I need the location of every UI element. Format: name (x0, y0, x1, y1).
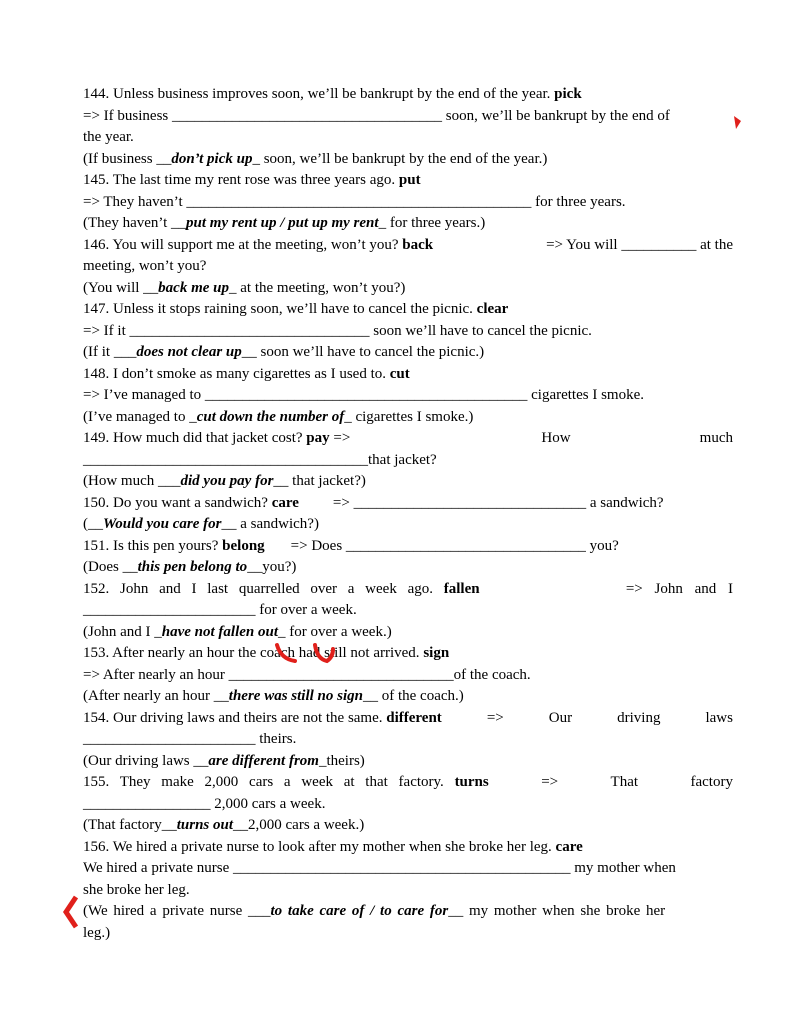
question-150 (83, 493, 733, 515)
question-text: 145. The last time my rent rose was three years ago. (83, 172, 396, 188)
answer-150: (__Would you care for__ a sandwich?) (83, 516, 319, 532)
rewrite-147: => If it ________________________________ soon we’ll have to cancel the picnic. (83, 322, 592, 339)
rewrite-156: We hired a private nurse _____________________________________________ my mother when (83, 860, 676, 876)
answer-text: cut down the number of (196, 408, 345, 425)
red-squiggle-mark (265, 641, 345, 665)
question-149: 149. How much did that jacket cost? pay => How much (83, 430, 733, 446)
rewrite-145: => They haven’t ______________________________________________ for three years. (83, 193, 626, 210)
keyword: care (271, 494, 299, 511)
keyword: cut (389, 365, 410, 382)
red-chevron-mark (62, 894, 82, 930)
answer-154: (Our driving laws __are different from_theirs) (83, 752, 365, 769)
answer-151: (Does __this pen belong to__you?) (83, 559, 297, 575)
question-154: 154. Our driving laws and theirs are not the same. different => Our driving laws (83, 709, 733, 726)
rewrite-156-cont: she broke her leg. (83, 881, 190, 898)
rewrite-144-cont: the year. (83, 129, 134, 145)
rewrite-154-cont: _______________________ theirs. (83, 731, 297, 747)
answer-156-cont: leg.) (83, 924, 111, 941)
keyword: clear (476, 301, 509, 317)
keyword: back (402, 236, 434, 253)
rewrite-144: => If business ____________________________________ soon, we’ll be bankrupt by the end of (83, 107, 670, 124)
question-text: 147. Unless it stops raining soon, we’ll have to cancel the picnic. (83, 301, 473, 317)
exercise-page (83, 84, 733, 944)
answer-text: turns out (176, 817, 234, 833)
question-text: 149. How much did that jacket cost? (83, 430, 303, 446)
question-155: 155. They make 2,000 cars a week at that factory. turns => That factory (83, 774, 733, 790)
rewrite-152-cont: _______________________ for over a week. (83, 602, 357, 618)
keyword: turns (454, 774, 489, 790)
keyword: pay (306, 430, 330, 446)
question-156 (83, 837, 733, 859)
answer-153: (After nearly an hour __there was still no sign__ of the coach.) (83, 688, 464, 704)
keyword: put (398, 172, 421, 188)
answer-text: are different from (208, 752, 319, 769)
keyword: sign (423, 645, 450, 661)
answer-146: (You will __back me up_ at the meeting, won’t you?) (83, 279, 406, 296)
answer-text: to take care of / to care for (270, 903, 449, 919)
answer-text: this pen belong to (137, 559, 248, 575)
answer-147: (If it ___does not clear up__ soon we’ll have to cancel the picnic.) (83, 344, 485, 360)
rewrite-148: => I’ve managed to ___________________________________________ cigarettes I smoke. (83, 387, 644, 403)
rewrite-151: => Does ________________________________ you? (290, 537, 619, 554)
question-text: 151. Is this pen yours? (83, 537, 219, 554)
answer-145: (They haven’t __put my rent up / put up my rent_ for three years.) (83, 215, 486, 231)
answer-144: (If business __don’t pick up_ soon, we’ll be bankrupt by the end of the year.) (83, 150, 548, 167)
rewrite-146: => You will __________ at the (546, 236, 733, 253)
question-text: 152. John and I last quarrelled over a week ago. (83, 580, 433, 597)
question-145 (83, 170, 733, 192)
question-147 (83, 299, 733, 321)
answer-text: there was still no sign (228, 688, 363, 704)
question-151 (83, 536, 733, 558)
keyword: different (386, 709, 442, 726)
answer-text: put my rent up / put up my rent (186, 215, 379, 231)
question-153 (83, 643, 733, 665)
keyword: fallen (443, 580, 480, 597)
rewrite-150: => _______________________________ a sandwich? (332, 494, 664, 511)
question-text: 156. We hired a private nurse to look after my mother when she broke her leg. (83, 838, 552, 855)
rewrite-155-cont: _________________ 2,000 cars a week. (83, 795, 326, 812)
answer-text: did you pay for (180, 473, 274, 489)
keyword: belong (222, 537, 265, 554)
answer-156: (We hired a private nurse ___to take care of / to care for__ my mother when she broke her (83, 903, 666, 919)
answer-text: does not clear up (136, 344, 242, 360)
question-146 (83, 235, 733, 257)
question-152 (83, 579, 733, 601)
question-text: 153. After nearly an hour the coach had still not arrived. (83, 645, 420, 661)
answer-text: don’t pick up (171, 150, 253, 167)
keyword: care (555, 838, 583, 855)
question-text: 154. Our driving laws and theirs are not the same. (83, 709, 383, 726)
rewrite-146-cont: meeting, won’t you? (83, 258, 207, 274)
rewrite-152: => John and I (625, 580, 733, 597)
question-text: 155. They make 2,000 cars a week at that factory. (83, 774, 444, 790)
keyword: pick (554, 86, 582, 102)
rewrite-149-cont: ______________________________________that jacket? (83, 451, 437, 468)
answer-152: (John and I _have not fallen out_ for over a week.) (83, 623, 392, 640)
question-text: 148. I don’t smoke as many cigarettes as I used to. (83, 365, 386, 382)
answer-148: (I’ve managed to _cut down the number of_ cigarettes I smoke.) (83, 408, 474, 425)
question-148 (83, 364, 733, 386)
question-144 (83, 84, 733, 106)
answer-text: Would you care for (103, 516, 222, 532)
question-text: 150. Do you want a sandwich? (83, 494, 268, 511)
answer-149: (How much ___did you pay for__ that jacket?) (83, 473, 366, 489)
question-text: 146. You will support me at the meeting, won’t you? (83, 236, 399, 253)
rewrite-153: => After nearly an hour ______________________________of the coach. (83, 666, 531, 683)
red-flag-mark (732, 112, 744, 132)
answer-text: have not fallen out (161, 623, 279, 640)
answer-text: back me up (158, 279, 229, 296)
question-text: 144. Unless business improves soon, we’ll be bankrupt by the end of the year. (83, 86, 551, 102)
answer-155: (That factory__turns out__2,000 cars a week.) (83, 817, 365, 833)
